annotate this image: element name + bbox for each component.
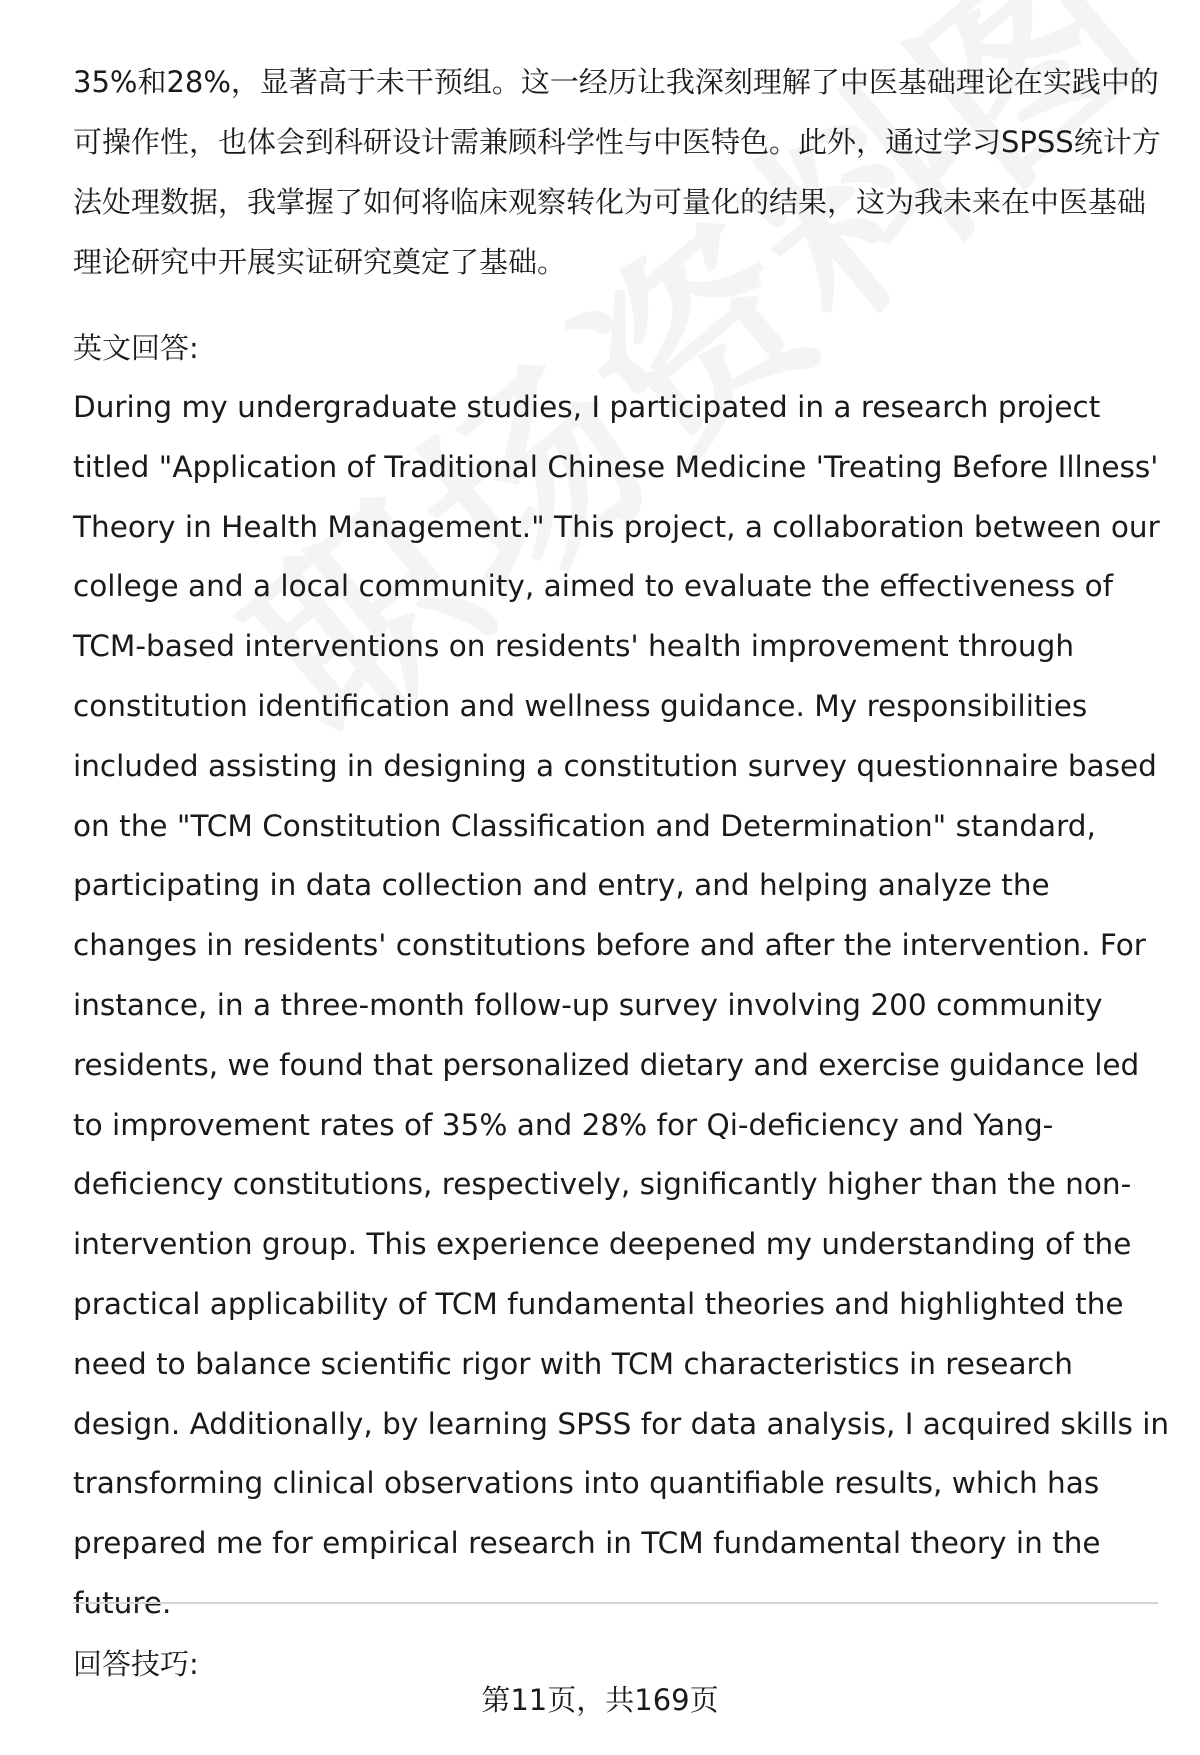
english-answer-label: 英文回答:	[73, 331, 199, 365]
chinese-answer-paragraph: 35%和28%，显著高于未干预组。这一经历让我深刻理解了中医基础理论在实践中的可操作性，也体会到科研设计需兼顾科学性与中医特色。此外，通过学习SPSS统计方法处理数据，我掌握了如何将临床观察转化为可量化的结果，这为我未来在中医基础理论研究中开展实证研究奠定了基础。	[73, 65, 1161, 279]
section-divider	[73, 1602, 1158, 1604]
page-number: 第11页，共169页	[481, 1683, 719, 1717]
answer-tips-label: 回答技巧:	[73, 1647, 199, 1681]
english-answer-paragraph: During my undergraduate studies, I participated in a research project titled "Application of Traditional Chinese Medicine 'Treating Before Illness' Theory in Health Management." This project, a collaboration between our college and a local community, aimed to evaluate the effectiveness of TCM-based interventions on residents' health improvement through constitution identification and wellness guidance. My responsibilities included assisting in designing a constitution survey questionnaire based on the "TCM Constitution Classification and Determination" standard, participating in data collection and entry, and helping analyze the changes in residents' constitutions before and after the intervention. For instance, in a three-month follow-up survey involving 200 community residents, we found that personalized dietary and exercise guidance led to improvement rates of 35% and 28% for Qi-deficiency and Yang-deficiency constitutions, respectively, significantly higher than the non-intervention group. This experience deepened my understanding of the practical applicability of TCM fundamental theories and highlighted the need to balance scientific rigor with TCM characteristics in research design. Additionally, by learning SPSS for data analysis, I acquired skills in transforming clinical observations into quantifiable results, which has prepared me for empirical research in TCM fundamental theory in the future.	[73, 390, 1170, 1620]
